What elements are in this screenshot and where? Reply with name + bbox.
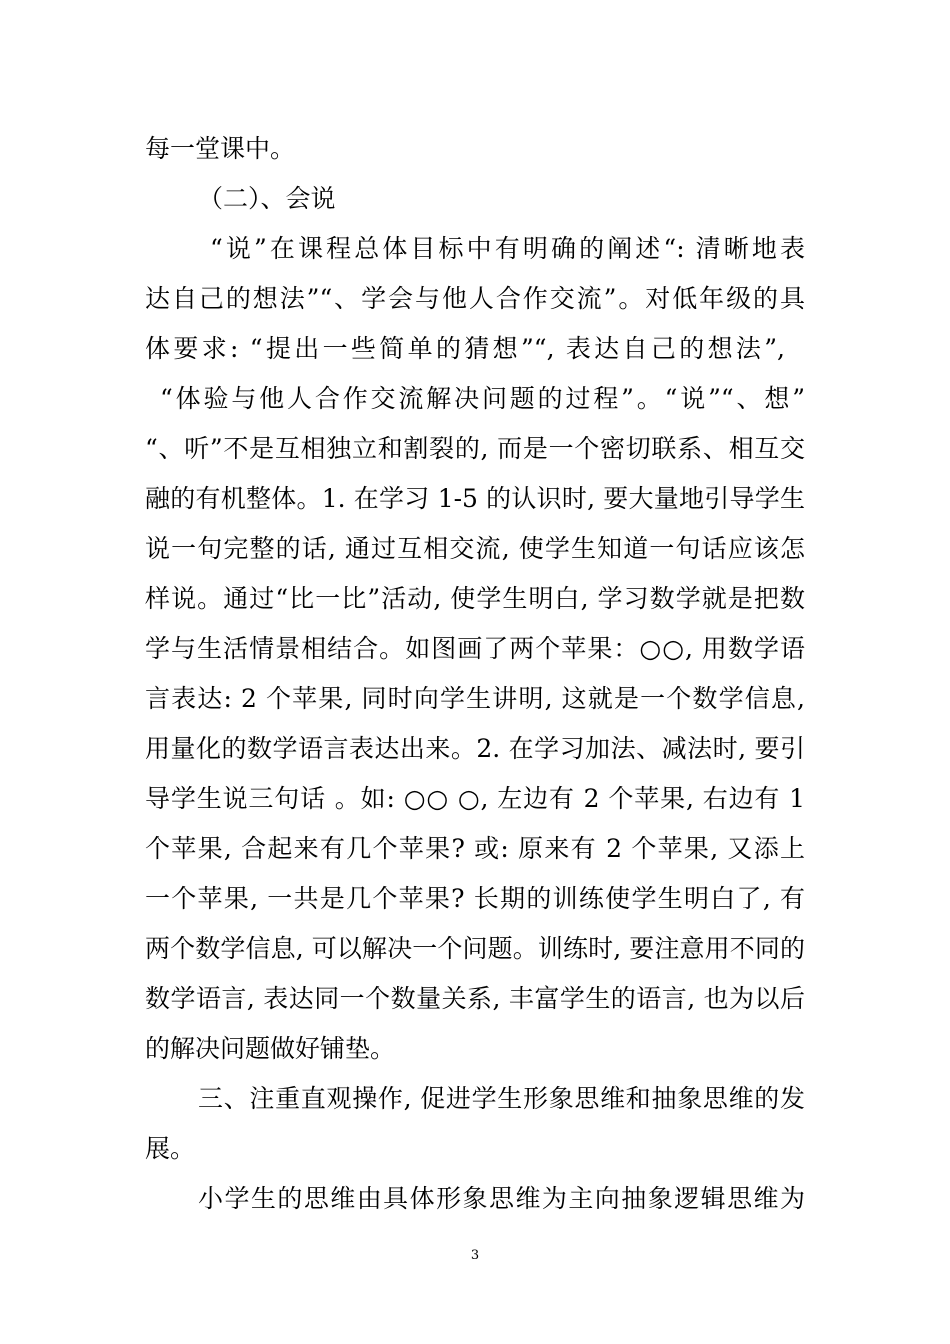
text-line: 一个苹果, 一共是几个苹果? 长期的训练使学生明白了, 有 — [145, 884, 805, 913]
text-line: 言表达: 2 个苹果, 同时向学生讲明, 这就是一个数学信息, — [145, 684, 805, 713]
text-line: 达自己的想法”“、学会与他人合作交流”。对低年级的具 — [145, 284, 805, 313]
text-line: 用量化的数学语言表达出来。2. 在学习加法、减法时, 要引 — [145, 734, 805, 763]
section-heading: 展。 — [145, 1134, 196, 1163]
text-line: 小学生的思维由具体形象思维为主向抽象逻辑思维为 — [198, 1184, 805, 1213]
text-line: 导学生说三句话 。如: ○○ ○, 左边有 2 个苹果, 右边有 1 — [145, 784, 805, 813]
section-heading: （二）、会说 — [198, 184, 336, 213]
page-number: 3 — [470, 1248, 480, 1263]
section-heading: 三、注重直观操作, 促进学生形象思维和抽象思维的发 — [198, 1084, 805, 1113]
text-line: 体要求: “提出一些简单的猜想”“, 表达自己的想法”, — [145, 334, 785, 363]
text-line: 两个数学信息, 可以解决一个问题。训练时, 要注意用不同的 — [145, 934, 805, 963]
text-line: 说一句完整的话, 通过互相交流, 使学生知道一句话应该怎 — [145, 534, 805, 563]
text-line: 学与生活情景相结合。如图画了两个苹果：○○, 用数学语 — [145, 634, 805, 663]
text-line: 融的有机整体。1. 在学习 1-5 的认识时, 要大量地引导学生 — [145, 484, 805, 513]
text-line: 数学语言, 表达同一个数量关系, 丰富学生的语言, 也为以后 — [145, 984, 805, 1013]
text-line: 的解决问题做好铺垫。 — [145, 1034, 396, 1063]
text-line: “体验与他人合作交流解决问题的过程”。“说”“、想” — [160, 384, 805, 413]
text-line: 个苹果, 合起来有几个苹果? 或: 原来有 2 个苹果, 又添上 — [145, 834, 805, 863]
text-line: “说”在课程总体目标中有明确的阐述“: 清晰地表 — [210, 234, 805, 263]
text-line: “、听”不是互相独立和割裂的, 而是一个密切联系、相互交 — [145, 434, 805, 463]
text-line: 每一堂课中。 — [145, 134, 296, 163]
text-line: 样说。通过“比一比”活动, 使学生明白, 学习数学就是把数 — [145, 584, 805, 613]
